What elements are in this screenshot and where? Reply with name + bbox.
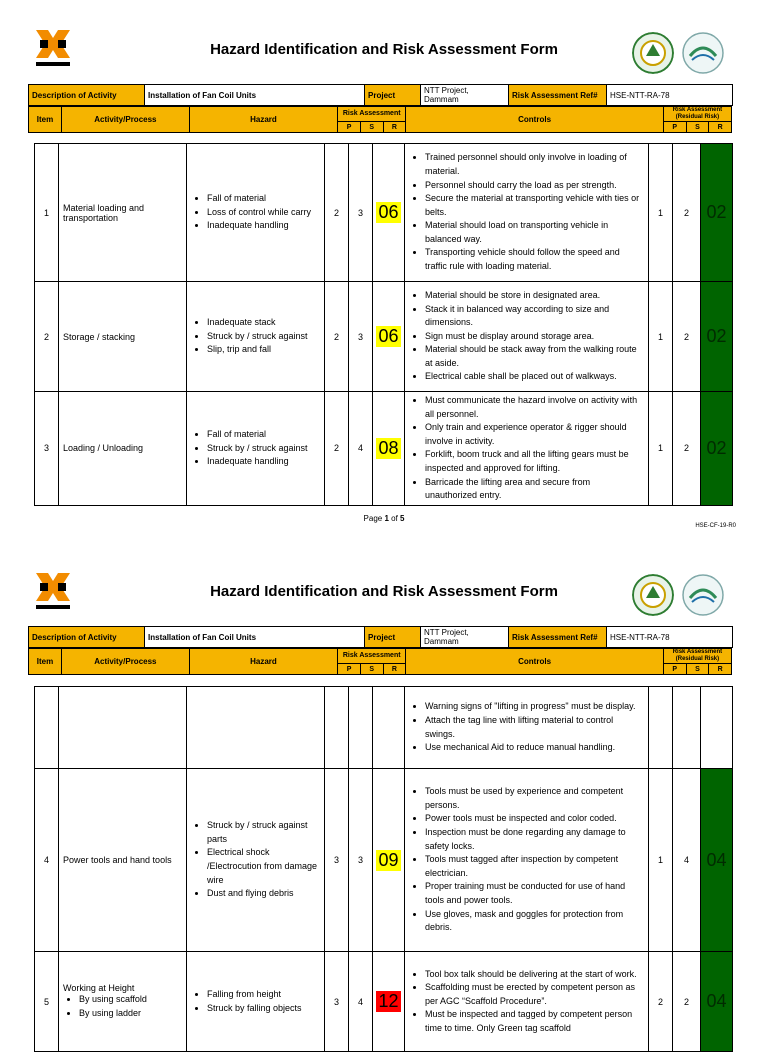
hazard-item: • Struck by / struck against parts [207,819,320,846]
vision-logo-icon [682,32,724,74]
control-item: • Warning signs of "lifting in progress" must be display. [425,700,644,714]
item-number [35,687,59,769]
residual-probability-cell [649,392,673,506]
control-list [409,151,644,273]
controls-cell [405,952,649,1052]
risk-rating-cell [373,952,405,1052]
item-number-text: 1 [43,207,49,218]
controls-cell [405,144,649,282]
hazard-list [191,192,320,233]
col-item: Item [29,649,62,675]
col-p: P [338,664,361,675]
column-header-table [28,648,732,675]
residual-probability-value: 1 [657,331,663,342]
control-item: • Use gloves, mask and goggles for protection from debris. [425,908,644,935]
form-title: Hazard Identification and Risk Assessment Form [210,583,558,600]
probability-cell [325,282,349,392]
control-item: • Power tools must be inspected and color coded. [425,812,644,826]
table-row [35,282,733,392]
hazard-item: • Slip, trip and fall [207,343,320,357]
form-page-2 [0,543,768,1033]
probability-value: 3 [333,996,339,1007]
control-item: • Stack it in balanced way according to size and dimensions. [425,303,644,330]
col-risk: Risk Assessment [338,107,406,122]
control-item: • Tools must tagged after inspection by competent electrician. [425,853,644,880]
ref-value: HSE-NTT-RA-78 [607,85,733,106]
control-list [409,700,644,754]
hazard-cell [187,144,325,282]
item-number [35,144,59,282]
col-r: R [383,122,406,133]
residual-severity-cell [673,769,701,952]
controls-cell [405,282,649,392]
activity-sub-item: • By using scaffold [79,993,182,1007]
control-item: • Tools must be used by experience and competent persons. [425,785,644,812]
ref-label: Risk Assessment Ref# [509,627,607,648]
col-s: S [360,664,383,675]
description-label: Description of Activity [29,627,145,648]
probability-cell [325,687,349,769]
col-risk: Risk Assessment [338,649,406,664]
control-item: • Material should load on transporting vehicle in balanced way. [425,219,644,246]
residual-severity-value: 2 [683,331,689,342]
col-item: Item [29,107,62,133]
risk-rating-value: 08 [378,437,399,458]
project-value: NTT Project, Dammam [421,85,509,106]
ref-label: Risk Assessment Ref# [509,85,607,106]
activity-cell [59,144,187,282]
residual-severity-cell [673,144,701,282]
severity-value: 3 [357,207,363,218]
hazard-item: • Fall of material [207,192,320,206]
severity-cell [349,392,373,506]
form-header-table [28,626,733,648]
controls-cell [405,687,649,769]
control-item: • Trained personnel should only involve in loading of material. [425,151,644,178]
item-number [35,952,59,1052]
project-label: Project [365,627,421,648]
col-activity: Activity/Process [61,107,189,133]
column-header-table [28,106,732,133]
activity-text: Material loading and transportation [63,202,145,223]
hazard-item: • Inadequate handling [207,219,320,233]
severity-value: 3 [357,855,363,865]
hazard-item: • Loss of control while carry [207,206,320,220]
control-item: • Secure the material at transporting vehicle with ties or belts. [425,192,644,219]
col-rp: P [663,122,686,133]
probability-value: 3 [333,855,339,865]
severity-cell [349,144,373,282]
hazard-item: • Struck by / struck against [207,330,320,344]
col-hazard: Hazard [189,649,337,675]
probability-cell [325,769,349,952]
col-residual: Risk Assessment (Residual Risk) [663,107,731,122]
vision-logo-icon [682,574,724,616]
severity-value: 4 [357,996,363,1007]
col-p: P [338,122,361,133]
hazard-table-page-1 [34,143,733,506]
risk-rating-cell [373,392,405,506]
hazard-list [191,819,320,901]
residual-risk-value: 02 [706,326,727,346]
controls-cell [405,392,649,506]
activity-cell [59,769,187,952]
residual-probability-value: 1 [657,207,663,218]
residual-risk-value: 02 [706,202,727,222]
risk-rating-cell [373,144,405,282]
hazard-item: • Electrical shock /Electrocution from damage wire [207,846,320,887]
activity-cell [59,687,187,769]
residual-risk-value: 04 [706,991,727,1011]
hazard-cell [187,952,325,1052]
description-label: Description of Activity [29,85,145,106]
col-s: S [360,122,383,133]
activity-text: Storage / stacking [63,331,136,342]
residual-risk-cell [701,952,733,1052]
activity-sub-list [63,993,182,1020]
severity-value: 4 [357,443,363,454]
table-row [35,144,733,282]
item-number [35,282,59,392]
residual-risk-cell [701,687,733,769]
residual-severity-value: 4 [683,855,689,865]
residual-probability-value: 1 [657,443,663,454]
hazard-list [191,988,320,1015]
hazard-cell [187,282,325,392]
col-controls: Controls [406,107,664,133]
residual-probability-value: 2 [657,996,663,1007]
hazard-item: • Falling from height [207,988,320,1002]
residual-risk-cell [701,769,733,952]
control-item: • Scaffolding must be erected by competent person as per AGC “Scaffold Procedure”. [425,981,644,1008]
hazard-cell [187,392,325,506]
control-item: • Material should be stack away from the walking route at aside. [425,343,644,370]
hazard-item: • Struck by / struck against [207,442,320,456]
residual-severity-cell [673,687,701,769]
hazard-item: • Inadequate stack [207,316,320,330]
description-value: Installation of Fan Coil Units [145,85,365,106]
activity-text: Power tools and hand tools [63,855,172,865]
activity-cell [59,392,187,506]
residual-risk-cell [701,144,733,282]
activity-cell [59,952,187,1052]
residual-probability-cell [649,282,673,392]
control-item: • Personnel should carry the load as per strength. [425,179,644,193]
probability-cell [325,144,349,282]
item-number-text: 4 [43,855,49,865]
control-item: • Tool box talk should be delivering at the start of work. [425,968,644,982]
document-number: HSE-CF-19-R0 [695,523,736,529]
form-title: Hazard Identification and Risk Assessment Form [210,41,558,58]
control-list [409,785,644,935]
residual-severity-value: 2 [683,207,689,218]
hazard-item: • Dust and flying debris [207,887,320,901]
description-value: Installation of Fan Coil Units [145,627,365,648]
table-row [35,687,733,769]
probability-value: 2 [333,331,339,342]
control-item: • Must be inspected and tagged by competent person time to time. Only Green tag scaffold [425,1008,644,1035]
risk-rating-value: 06 [378,326,399,346]
hazard-item: • Inadequate handling [207,455,320,469]
control-item: • Material should be store in designated area. [425,289,644,303]
emblem-seal-icon [632,574,674,616]
risk-rating-cell [373,282,405,392]
hazard-list [191,316,320,357]
col-controls: Controls [406,649,664,675]
probability-cell [325,952,349,1052]
hazard-table-page-2 [34,686,733,1052]
hazard-cell [187,769,325,952]
page-number: Page 1 of 5 [363,514,405,523]
risk-rating-cell [373,769,405,952]
item-number [35,769,59,952]
control-item: • Use mechanical Aid to reduce manual handling. [425,741,644,755]
residual-severity-value: 2 [683,996,689,1007]
table-row [35,952,733,1052]
residual-risk-cell [701,392,733,506]
control-item: • Electrical cable shall be placed out of walkways. [425,370,644,384]
residual-risk-value: 02 [706,437,727,458]
hazard-item: • Fall of material [207,428,320,442]
residual-probability-cell [649,687,673,769]
residual-risk-value: 04 [706,849,727,870]
control-list [409,968,644,1036]
severity-cell [349,769,373,952]
residual-severity-cell [673,282,701,392]
hazard-list [191,428,320,469]
controls-cell [405,769,649,952]
item-number-text: 2 [43,331,49,342]
col-r: R [383,664,406,675]
control-item: • Inspection must be done regarding any damage to safety locks. [425,826,644,853]
item-number [35,392,59,506]
emblem-seal-icon [632,32,674,74]
col-rs: S [686,122,709,133]
control-item: • Proper training must be conducted for use of hand tools and power tools. [425,880,644,907]
residual-severity-value: 2 [683,443,689,454]
table-row [35,392,733,506]
activity-text: Working at Height [63,982,135,993]
severity-cell [349,952,373,1052]
item-number-text: 3 [43,443,49,454]
control-item: • Forklift, boom truck and all the lifting gears must be inspected and approved for lifting. [425,448,644,475]
control-list [409,394,644,503]
probability-cell [325,392,349,506]
activity-cell [59,282,187,392]
project-label: Project [365,85,421,106]
col-rp: P [663,664,686,675]
col-hazard: Hazard [189,107,337,133]
residual-probability-value: 1 [657,855,663,865]
form-header-table [28,84,733,106]
risk-rating-value: 09 [378,849,399,870]
severity-cell [349,687,373,769]
control-item: • Only train and experience operator & rigger should involve in activity. [425,421,644,448]
risk-rating-value: 12 [378,991,399,1011]
probability-value: 2 [333,207,339,218]
col-activity: Activity/Process [61,649,189,675]
severity-cell [349,282,373,392]
hazard-item: • Struck by falling objects [207,1002,320,1016]
col-rr: R [709,122,732,133]
col-residual: Risk Assessment (Residual Risk) [663,649,731,664]
col-rs: S [686,664,709,675]
activity-sub-item: • By using ladder [79,1007,182,1021]
control-item: • Sign must be display around storage area. [425,330,644,344]
ref-value: HSE-NTT-RA-78 [607,627,733,648]
residual-severity-cell [673,952,701,1052]
residual-probability-cell [649,952,673,1052]
col-rr: R [709,664,732,675]
item-number-text: 5 [43,996,49,1007]
hazard-cell [187,687,325,769]
residual-risk-cell [701,282,733,392]
residual-probability-cell [649,769,673,952]
residual-severity-cell [673,392,701,506]
risk-rating-cell [373,687,405,769]
residual-probability-cell [649,144,673,282]
table-row [35,769,733,952]
control-item: • Attach the tag line with lifting material to control swings. [425,714,644,741]
control-item: • Must communicate the hazard involve on activity with all personnel. [425,394,644,421]
risk-rating-value: 06 [378,202,399,222]
control-item: • Transporting vehicle should follow the speed and traffic rule with loading material. [425,246,644,273]
control-item: • Barricade the lifting area and secure from unauthorized entry. [425,476,644,503]
control-list [409,289,644,384]
project-value: NTT Project, Dammam [421,627,509,648]
activity-text: Loading / Unloading [63,443,144,454]
probability-value: 2 [333,443,339,454]
severity-value: 3 [357,331,363,342]
